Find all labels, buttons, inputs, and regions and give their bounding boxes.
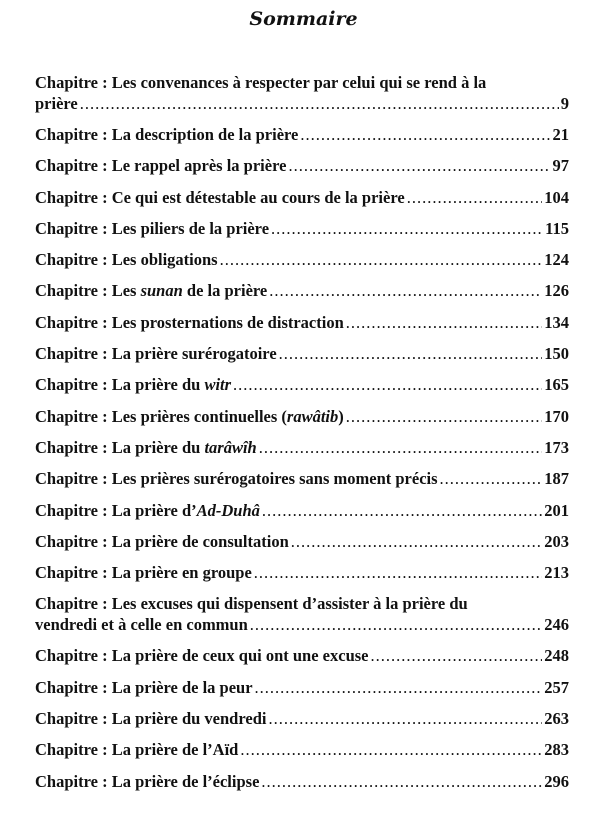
toc-page-number: 187 bbox=[544, 469, 569, 489]
toc-page-number: 150 bbox=[544, 344, 569, 364]
toc-page-number: 263 bbox=[544, 709, 569, 729]
toc-entry bbox=[35, 593, 569, 645]
toc-entry-label bbox=[35, 437, 257, 458]
dot-leader bbox=[407, 187, 543, 208]
label-text: Chapitre : La prière du bbox=[35, 375, 205, 395]
toc-entry bbox=[35, 771, 569, 802]
toc-page-number: 170 bbox=[544, 406, 569, 426]
dot-leader bbox=[440, 468, 543, 489]
toc-entry bbox=[35, 500, 569, 531]
toc-entry-label: Chapitre : La prière de l’Aïd bbox=[35, 740, 239, 760]
toc-entry bbox=[35, 739, 569, 770]
label-italic-term: rawâtib bbox=[286, 406, 339, 426]
toc-entry bbox=[35, 708, 569, 739]
toc-entry-label: Chapitre : La prière surérogatoire bbox=[35, 344, 277, 364]
dot-leader bbox=[262, 500, 542, 521]
dot-leader bbox=[254, 562, 542, 583]
toc-entry-label: Chapitre : Les prières surérogatoires sans moment précis bbox=[35, 469, 438, 489]
toc-page-number: 213 bbox=[544, 563, 569, 583]
label-text: Chapitre : La prière d’ bbox=[35, 500, 197, 520]
label-text: ) bbox=[338, 406, 344, 426]
toc-entry-label: Chapitre : La prière de l’éclipse bbox=[35, 771, 260, 791]
toc-entry-label: Chapitre : Les excuses qui dispensent d’assister à la prière du bbox=[35, 594, 468, 614]
toc-page-number: 257 bbox=[544, 677, 569, 697]
dot-leader bbox=[288, 155, 550, 176]
toc-entry bbox=[35, 406, 569, 437]
toc-entry bbox=[35, 187, 569, 218]
toc-entry-label bbox=[35, 280, 267, 301]
toc-entry-label bbox=[35, 374, 231, 395]
toc-entry bbox=[35, 562, 569, 593]
dot-leader bbox=[250, 614, 542, 635]
toc-entry bbox=[35, 312, 569, 343]
toc-entry-label-continued: vendredi et à celle en commun bbox=[35, 615, 248, 635]
toc-entry bbox=[35, 468, 569, 499]
toc-page-number: 246 bbox=[544, 615, 569, 635]
label-italic-term: tarâwîh bbox=[204, 437, 257, 457]
toc-entry bbox=[35, 155, 569, 186]
toc-page-number: 283 bbox=[544, 740, 569, 760]
toc-entry bbox=[35, 374, 569, 405]
toc-entry-label: Chapitre : La prière de consultation bbox=[35, 531, 289, 551]
dot-leader bbox=[346, 312, 542, 333]
toc-page-number: 115 bbox=[545, 218, 569, 238]
toc-entry-label: Chapitre : Le rappel après la prière bbox=[35, 156, 287, 176]
label-italic-term: Ad-Duhâ bbox=[196, 500, 260, 520]
toc-entry-label: Chapitre : Ce qui est détestable au cours de la prière bbox=[35, 187, 405, 207]
toc-page-number: 9 bbox=[560, 94, 569, 113]
dot-leader bbox=[271, 218, 543, 239]
toc-entry-label-continued: prière bbox=[35, 94, 78, 113]
label-italic-term: sunan bbox=[140, 281, 183, 301]
label-text: de la prière bbox=[182, 281, 268, 301]
toc-entry-label: Chapitre : Les obligations bbox=[35, 250, 218, 270]
dot-leader bbox=[268, 708, 542, 729]
label-text: Chapitre : La prière du bbox=[35, 437, 205, 457]
toc-page-number: 97 bbox=[552, 156, 569, 176]
page-title: Sommaire bbox=[249, 8, 358, 30]
dot-leader bbox=[371, 645, 543, 666]
toc-entry-label bbox=[35, 406, 344, 427]
toc-entry-label: Chapitre : La prière de la peur bbox=[35, 677, 253, 697]
toc-entry bbox=[35, 249, 569, 280]
toc-page-number: 296 bbox=[544, 771, 569, 791]
toc-entry bbox=[35, 645, 569, 676]
toc-entry bbox=[35, 280, 569, 311]
toc-page-number: 124 bbox=[544, 250, 569, 270]
dot-leader bbox=[291, 531, 542, 552]
toc-page-number: 21 bbox=[552, 125, 569, 144]
dot-leader bbox=[279, 343, 543, 364]
toc-entry bbox=[35, 437, 569, 468]
toc-entry bbox=[35, 218, 569, 249]
toc-page-number: 165 bbox=[544, 375, 569, 395]
label-text: Chapitre : Les prières continuelles ( bbox=[35, 406, 287, 426]
toc-entry-label bbox=[35, 500, 260, 521]
toc-entry bbox=[35, 531, 569, 562]
dot-leader bbox=[220, 249, 543, 270]
dot-leader bbox=[269, 280, 542, 301]
dot-leader bbox=[346, 406, 542, 427]
table-of-contents bbox=[35, 72, 569, 802]
toc-entry-label: Chapitre : La prière de ceux qui ont une excuse bbox=[35, 646, 369, 666]
label-text: Chapitre : Les bbox=[35, 281, 141, 301]
toc-page-number: 104 bbox=[544, 187, 569, 207]
dot-leader bbox=[240, 739, 542, 760]
toc-entry bbox=[35, 677, 569, 708]
toc-entry-label: Chapitre : La prière du vendredi bbox=[35, 709, 267, 729]
toc-page-number: 126 bbox=[544, 281, 569, 301]
toc-page-number: 134 bbox=[544, 312, 569, 332]
toc-entry bbox=[35, 343, 569, 374]
toc-page-number: 201 bbox=[544, 500, 569, 520]
dot-leader bbox=[261, 771, 542, 792]
dot-leader bbox=[300, 124, 550, 145]
dot-leader bbox=[80, 93, 559, 114]
dot-leader bbox=[255, 677, 543, 698]
toc-entry-label: Chapitre : La description de la prière bbox=[35, 125, 299, 144]
toc-page-number: 248 bbox=[544, 646, 569, 666]
toc-page-number: 173 bbox=[544, 437, 569, 457]
toc-page-number: 203 bbox=[544, 531, 569, 551]
toc-entry-label: Chapitre : La prière en groupe bbox=[35, 563, 252, 583]
label-italic-term: witr bbox=[204, 375, 232, 395]
toc-entry-label: Chapitre : Les convenances à respecter par celui qui se rend à la bbox=[35, 73, 487, 92]
toc-entry-label: Chapitre : Les prosternations de distraction bbox=[35, 312, 344, 332]
dot-leader bbox=[233, 374, 542, 395]
toc-entry bbox=[35, 72, 569, 124]
dot-leader bbox=[259, 437, 543, 458]
toc-entry bbox=[35, 124, 569, 155]
toc-entry-label: Chapitre : Les piliers de la prière bbox=[35, 218, 270, 238]
